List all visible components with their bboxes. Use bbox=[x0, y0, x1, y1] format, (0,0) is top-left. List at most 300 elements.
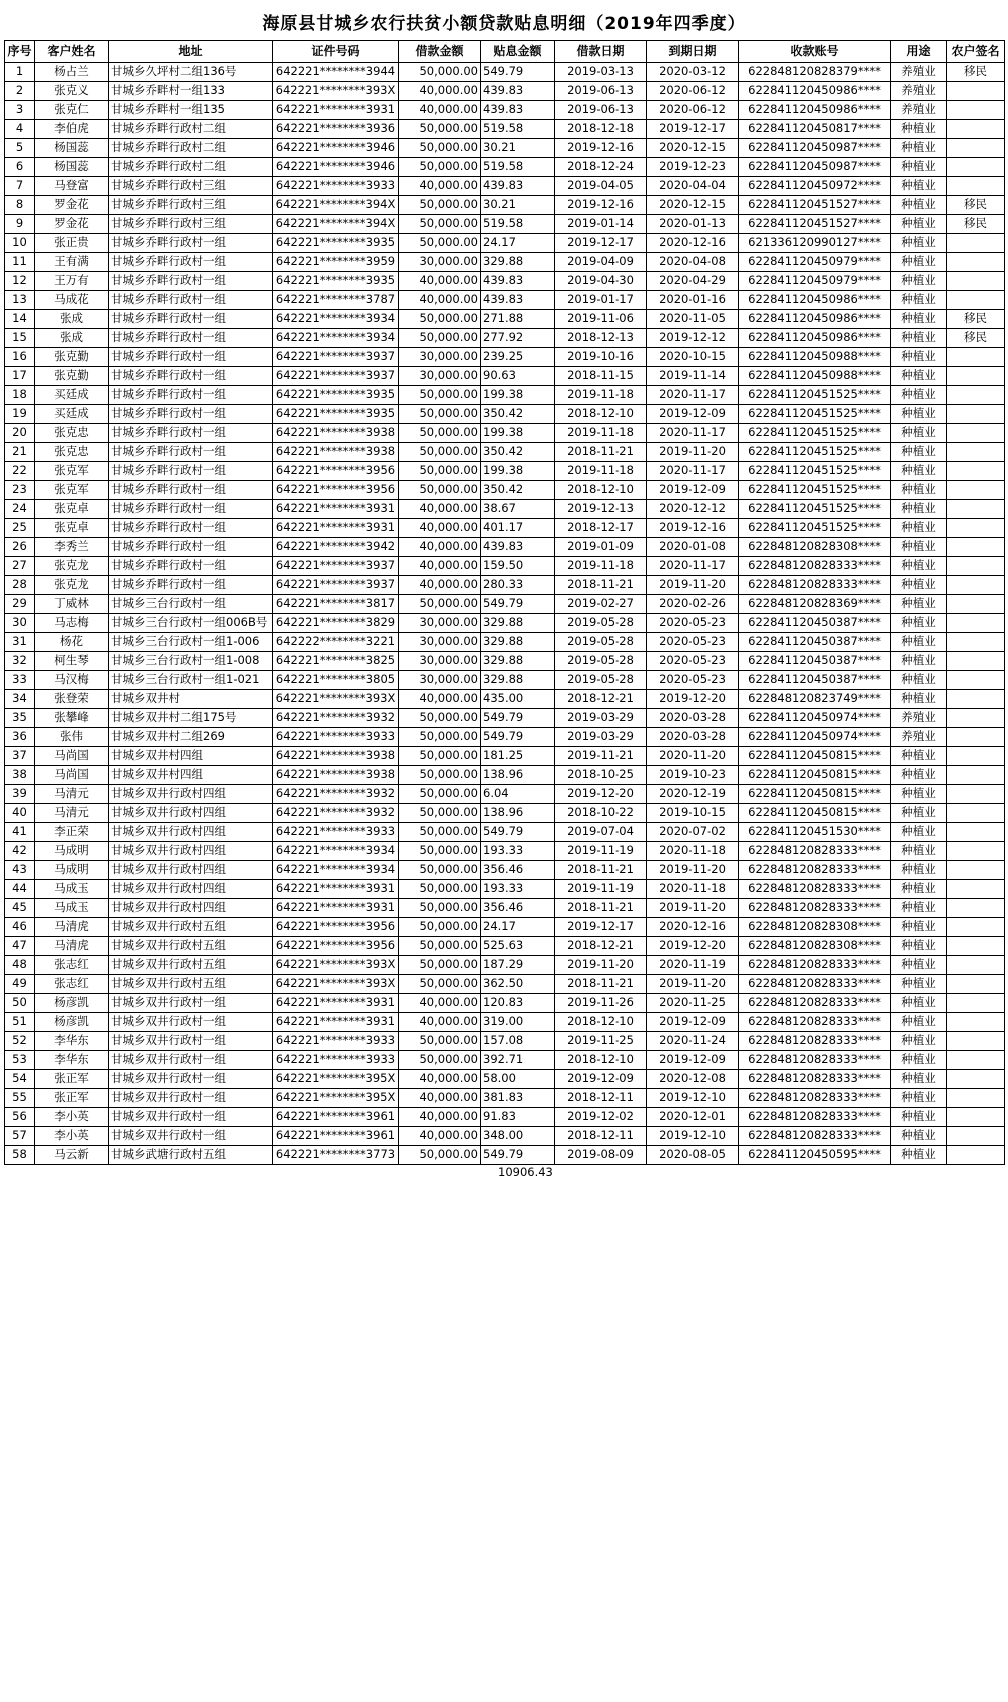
table-row bbox=[5, 728, 1005, 747]
cell-purpose: 种植业 bbox=[891, 1108, 947, 1127]
cell-loan-amount: 30,000.00 bbox=[399, 253, 481, 272]
cell-address: 甘城乡乔畔行政村一组 bbox=[109, 329, 273, 348]
cell-loan-amount: 50,000.00 bbox=[399, 785, 481, 804]
cell-account: 622848120828333**** bbox=[739, 994, 891, 1013]
cell-loan-amount: 40,000.00 bbox=[399, 1070, 481, 1089]
cell-index: 46 bbox=[5, 918, 35, 937]
cell-id-number: 642222********3221 bbox=[273, 633, 399, 652]
cell-name: 丁威林 bbox=[35, 595, 109, 614]
cell-due-date: 2020-11-17 bbox=[647, 557, 739, 576]
table-row bbox=[5, 424, 1005, 443]
cell-due-date: 2020-08-05 bbox=[647, 1146, 739, 1165]
cell-due-date: 2019-12-09 bbox=[647, 405, 739, 424]
cell-index: 47 bbox=[5, 937, 35, 956]
cell-index: 32 bbox=[5, 652, 35, 671]
cell-name: 李伯虎 bbox=[35, 120, 109, 139]
cell-id-number: 642221********3956 bbox=[273, 481, 399, 500]
cell-name: 杨国蕊 bbox=[35, 158, 109, 177]
cell-index: 26 bbox=[5, 538, 35, 557]
cell-loan-amount: 50,000.00 bbox=[399, 63, 481, 82]
cell-loan-amount: 50,000.00 bbox=[399, 918, 481, 937]
table-row bbox=[5, 709, 1005, 728]
cell-account: 622841120450815**** bbox=[739, 766, 891, 785]
cell-id-number: 642221********3942 bbox=[273, 538, 399, 557]
cell-purpose: 种植业 bbox=[891, 823, 947, 842]
cell-id-number: 642221********394X bbox=[273, 196, 399, 215]
cell-loan-amount: 50,000.00 bbox=[399, 747, 481, 766]
cell-signature bbox=[947, 1013, 1005, 1032]
cell-index: 38 bbox=[5, 766, 35, 785]
table-row bbox=[5, 576, 1005, 595]
cell-due-date: 2019-10-15 bbox=[647, 804, 739, 823]
cell-subsidy-amount: 350.42 bbox=[481, 481, 555, 500]
cell-purpose: 种植业 bbox=[891, 937, 947, 956]
cell-id-number: 642221********3931 bbox=[273, 519, 399, 538]
cell-loan-date: 2018-11-21 bbox=[555, 576, 647, 595]
cell-subsidy-amount: 277.92 bbox=[481, 329, 555, 348]
cell-loan-date: 2019-03-29 bbox=[555, 709, 647, 728]
cell-signature: 移民 bbox=[947, 329, 1005, 348]
cell-subsidy-amount: 356.46 bbox=[481, 899, 555, 918]
cell-due-date: 2019-11-20 bbox=[647, 975, 739, 994]
cell-loan-date: 2018-12-10 bbox=[555, 405, 647, 424]
cell-index: 20 bbox=[5, 424, 35, 443]
cell-name: 张正贵 bbox=[35, 234, 109, 253]
cell-name: 马尚国 bbox=[35, 766, 109, 785]
cell-loan-amount: 50,000.00 bbox=[399, 234, 481, 253]
cell-signature bbox=[947, 367, 1005, 386]
cell-address: 甘城乡双井行政村一组 bbox=[109, 994, 273, 1013]
cell-id-number: 642221********3956 bbox=[273, 937, 399, 956]
cell-address: 甘城乡双井行政村一组 bbox=[109, 1070, 273, 1089]
cell-index: 51 bbox=[5, 1013, 35, 1032]
cell-account: 622841120451525**** bbox=[739, 462, 891, 481]
cell-purpose: 种植业 bbox=[891, 443, 947, 462]
cell-signature bbox=[947, 899, 1005, 918]
cell-address: 甘城乡乔畔行政村一组 bbox=[109, 405, 273, 424]
cell-name: 马成玉 bbox=[35, 880, 109, 899]
cell-index: 18 bbox=[5, 386, 35, 405]
cell-account: 622848120828333**** bbox=[739, 861, 891, 880]
cell-id-number: 642221********3933 bbox=[273, 823, 399, 842]
cell-purpose: 种植业 bbox=[891, 899, 947, 918]
cell-address: 甘城乡三台行政村一组 bbox=[109, 595, 273, 614]
cell-address: 甘城乡乔畔村一组135 bbox=[109, 101, 273, 120]
cell-purpose: 种植业 bbox=[891, 804, 947, 823]
table-row bbox=[5, 614, 1005, 633]
cell-name: 杨彦凯 bbox=[35, 994, 109, 1013]
cell-id-number: 642221********3946 bbox=[273, 139, 399, 158]
table-row bbox=[5, 291, 1005, 310]
cell-subsidy-amount: 90.63 bbox=[481, 367, 555, 386]
cell-loan-amount: 40,000.00 bbox=[399, 576, 481, 595]
cell-address: 甘城乡乔畔行政村一组 bbox=[109, 367, 273, 386]
table-row bbox=[5, 1013, 1005, 1032]
cell-due-date: 2019-12-09 bbox=[647, 481, 739, 500]
cell-signature bbox=[947, 652, 1005, 671]
cell-name: 李华东 bbox=[35, 1051, 109, 1070]
cell-loan-amount: 50,000.00 bbox=[399, 1032, 481, 1051]
cell-account: 622841120450987**** bbox=[739, 158, 891, 177]
cell-index: 34 bbox=[5, 690, 35, 709]
cell-account: 622848120828333**** bbox=[739, 1127, 891, 1146]
table-row bbox=[5, 443, 1005, 462]
cell-account: 622848120828333**** bbox=[739, 1089, 891, 1108]
cell-loan-date: 2019-03-29 bbox=[555, 728, 647, 747]
cell-account: 621336120990127**** bbox=[739, 234, 891, 253]
cell-subsidy-amount: 199.38 bbox=[481, 386, 555, 405]
cell-name: 张成 bbox=[35, 329, 109, 348]
cell-address: 甘城乡双井行政村一组 bbox=[109, 1051, 273, 1070]
cell-due-date: 2020-01-13 bbox=[647, 215, 739, 234]
column-header-id-number: 证件号码 bbox=[273, 41, 399, 63]
cell-subsidy-amount: 549.79 bbox=[481, 595, 555, 614]
cell-purpose: 种植业 bbox=[891, 557, 947, 576]
cell-index: 22 bbox=[5, 462, 35, 481]
cell-address: 甘城乡乔畔行政村一组 bbox=[109, 291, 273, 310]
cell-subsidy-amount: 549.79 bbox=[481, 728, 555, 747]
cell-due-date: 2020-03-28 bbox=[647, 709, 739, 728]
cell-loan-date: 2019-12-02 bbox=[555, 1108, 647, 1127]
cell-id-number: 642221********394X bbox=[273, 215, 399, 234]
cell-account: 622841120450972**** bbox=[739, 177, 891, 196]
cell-loan-amount: 40,000.00 bbox=[399, 500, 481, 519]
cell-purpose: 养殖业 bbox=[891, 728, 947, 747]
cell-id-number: 642221********3931 bbox=[273, 880, 399, 899]
cell-due-date: 2019-12-16 bbox=[647, 519, 739, 538]
cell-account: 622848120828333**** bbox=[739, 557, 891, 576]
cell-loan-amount: 40,000.00 bbox=[399, 557, 481, 576]
cell-due-date: 2020-12-16 bbox=[647, 234, 739, 253]
cell-subsidy-amount: 439.83 bbox=[481, 177, 555, 196]
cell-loan-date: 2019-02-27 bbox=[555, 595, 647, 614]
cell-account: 622841120450815**** bbox=[739, 785, 891, 804]
table-header-row bbox=[5, 41, 1005, 63]
cell-name: 马成玉 bbox=[35, 899, 109, 918]
table-row bbox=[5, 481, 1005, 500]
cell-id-number: 642221********3817 bbox=[273, 595, 399, 614]
cell-address: 甘城乡乔畔行政村一组 bbox=[109, 272, 273, 291]
cell-due-date: 2020-12-01 bbox=[647, 1108, 739, 1127]
cell-id-number: 642221********395X bbox=[273, 1089, 399, 1108]
cell-id-number: 642221********3931 bbox=[273, 994, 399, 1013]
cell-index: 6 bbox=[5, 158, 35, 177]
cell-due-date: 2019-12-09 bbox=[647, 1013, 739, 1032]
cell-index: 37 bbox=[5, 747, 35, 766]
cell-subsidy-amount: 319.00 bbox=[481, 1013, 555, 1032]
cell-loan-amount: 50,000.00 bbox=[399, 443, 481, 462]
cell-account: 622841120451525**** bbox=[739, 500, 891, 519]
cell-loan-date: 2019-01-17 bbox=[555, 291, 647, 310]
cell-purpose: 种植业 bbox=[891, 215, 947, 234]
cell-address: 甘城乡双井行政村四组 bbox=[109, 804, 273, 823]
column-header-subsidy-amount: 贴息金额 bbox=[481, 41, 555, 63]
cell-subsidy-amount: 138.96 bbox=[481, 766, 555, 785]
cell-subsidy-amount: 58.00 bbox=[481, 1070, 555, 1089]
cell-loan-amount: 50,000.00 bbox=[399, 861, 481, 880]
cell-purpose: 种植业 bbox=[891, 1127, 947, 1146]
cell-address: 甘城乡双井行政村四组 bbox=[109, 861, 273, 880]
cell-signature bbox=[947, 633, 1005, 652]
cell-loan-amount: 50,000.00 bbox=[399, 899, 481, 918]
cell-name: 张伟 bbox=[35, 728, 109, 747]
cell-account: 622841120450979**** bbox=[739, 253, 891, 272]
cell-index: 58 bbox=[5, 1146, 35, 1165]
cell-account: 622841120451527**** bbox=[739, 196, 891, 215]
cell-name: 马清元 bbox=[35, 785, 109, 804]
cell-id-number: 642221********393X bbox=[273, 956, 399, 975]
cell-purpose: 种植业 bbox=[891, 1013, 947, 1032]
cell-loan-date: 2019-05-28 bbox=[555, 671, 647, 690]
table-row bbox=[5, 196, 1005, 215]
column-header-loan-date: 借款日期 bbox=[555, 41, 647, 63]
cell-account: 622841120450988**** bbox=[739, 348, 891, 367]
cell-account: 622841120450986**** bbox=[739, 310, 891, 329]
cell-due-date: 2020-12-15 bbox=[647, 196, 739, 215]
cell-purpose: 种植业 bbox=[891, 196, 947, 215]
cell-index: 43 bbox=[5, 861, 35, 880]
cell-index: 40 bbox=[5, 804, 35, 823]
cell-account: 622841120450817**** bbox=[739, 120, 891, 139]
cell-address: 甘城乡双井村四组 bbox=[109, 766, 273, 785]
cell-id-number: 642221********393X bbox=[273, 690, 399, 709]
cell-subsidy-amount: 271.88 bbox=[481, 310, 555, 329]
table-row bbox=[5, 652, 1005, 671]
cell-loan-amount: 50,000.00 bbox=[399, 1051, 481, 1070]
cell-due-date: 2019-10-23 bbox=[647, 766, 739, 785]
cell-account: 622848120828333**** bbox=[739, 576, 891, 595]
cell-signature bbox=[947, 519, 1005, 538]
cell-signature: 移民 bbox=[947, 196, 1005, 215]
cell-signature bbox=[947, 139, 1005, 158]
cell-purpose: 种植业 bbox=[891, 842, 947, 861]
cell-loan-amount: 30,000.00 bbox=[399, 633, 481, 652]
cell-id-number: 642221********3956 bbox=[273, 462, 399, 481]
cell-signature bbox=[947, 690, 1005, 709]
cell-address: 甘城乡乔畔行政村一组 bbox=[109, 557, 273, 576]
cell-purpose: 种植业 bbox=[891, 310, 947, 329]
cell-subsidy-amount: 329.88 bbox=[481, 614, 555, 633]
table-row bbox=[5, 671, 1005, 690]
cell-purpose: 种植业 bbox=[891, 500, 947, 519]
table-row bbox=[5, 1032, 1005, 1051]
cell-id-number: 642221********3961 bbox=[273, 1127, 399, 1146]
cell-id-number: 642221********3932 bbox=[273, 804, 399, 823]
cell-signature bbox=[947, 1127, 1005, 1146]
cell-name: 王有满 bbox=[35, 253, 109, 272]
cell-address: 甘城乡乔畔行政村一组 bbox=[109, 386, 273, 405]
cell-index: 8 bbox=[5, 196, 35, 215]
cell-signature: 移民 bbox=[947, 310, 1005, 329]
cell-loan-amount: 50,000.00 bbox=[399, 215, 481, 234]
cell-address: 甘城乡双井行政村四组 bbox=[109, 842, 273, 861]
cell-purpose: 种植业 bbox=[891, 538, 947, 557]
cell-name: 王万有 bbox=[35, 272, 109, 291]
cell-loan-date: 2018-12-11 bbox=[555, 1089, 647, 1108]
cell-index: 11 bbox=[5, 253, 35, 272]
cell-name: 马登富 bbox=[35, 177, 109, 196]
cell-address: 甘城乡双井行政村一组 bbox=[109, 1013, 273, 1032]
cell-loan-date: 2019-12-17 bbox=[555, 234, 647, 253]
cell-signature bbox=[947, 766, 1005, 785]
cell-id-number: 642221********3956 bbox=[273, 918, 399, 937]
cell-name: 杨国蕊 bbox=[35, 139, 109, 158]
cell-address: 甘城乡三台行政村一组1-021 bbox=[109, 671, 273, 690]
cell-address: 甘城乡乔畔行政村一组 bbox=[109, 538, 273, 557]
cell-account: 622848120828333**** bbox=[739, 842, 891, 861]
cell-signature bbox=[947, 994, 1005, 1013]
cell-name: 罗金花 bbox=[35, 215, 109, 234]
cell-purpose: 种植业 bbox=[891, 272, 947, 291]
cell-address: 甘城乡双井行政村一组 bbox=[109, 1089, 273, 1108]
cell-id-number: 642221********3934 bbox=[273, 842, 399, 861]
cell-id-number: 642221********3935 bbox=[273, 405, 399, 424]
cell-index: 19 bbox=[5, 405, 35, 424]
cell-purpose: 种植业 bbox=[891, 234, 947, 253]
column-header-account: 收款账号 bbox=[739, 41, 891, 63]
table-row bbox=[5, 956, 1005, 975]
cell-loan-amount: 50,000.00 bbox=[399, 804, 481, 823]
cell-account: 622841120450387**** bbox=[739, 614, 891, 633]
cell-address: 甘城乡双井村四组 bbox=[109, 747, 273, 766]
cell-loan-date: 2019-11-20 bbox=[555, 956, 647, 975]
table-row bbox=[5, 139, 1005, 158]
table-row bbox=[5, 253, 1005, 272]
cell-id-number: 642221********3937 bbox=[273, 367, 399, 386]
cell-address: 甘城乡双井行政村一组 bbox=[109, 1127, 273, 1146]
cell-signature bbox=[947, 557, 1005, 576]
cell-account: 622848120828333**** bbox=[739, 880, 891, 899]
cell-index: 21 bbox=[5, 443, 35, 462]
cell-signature bbox=[947, 82, 1005, 101]
cell-purpose: 种植业 bbox=[891, 1089, 947, 1108]
cell-purpose: 种植业 bbox=[891, 1051, 947, 1070]
cell-signature bbox=[947, 1089, 1005, 1108]
cell-subsidy-amount: 157.08 bbox=[481, 1032, 555, 1051]
cell-purpose: 种植业 bbox=[891, 1032, 947, 1051]
cell-id-number: 642221********3933 bbox=[273, 1051, 399, 1070]
cell-id-number: 642221********3805 bbox=[273, 671, 399, 690]
cell-subsidy-amount: 392.71 bbox=[481, 1051, 555, 1070]
cell-account: 622841120450986**** bbox=[739, 291, 891, 310]
cell-subsidy-amount: 24.17 bbox=[481, 234, 555, 253]
cell-account: 622841120450987**** bbox=[739, 139, 891, 158]
cell-address: 甘城乡双井村二组269 bbox=[109, 728, 273, 747]
cell-index: 10 bbox=[5, 234, 35, 253]
cell-purpose: 种植业 bbox=[891, 253, 947, 272]
cell-id-number: 642221********3959 bbox=[273, 253, 399, 272]
cell-due-date: 2020-12-19 bbox=[647, 785, 739, 804]
cell-account: 622848120828308**** bbox=[739, 538, 891, 557]
cell-name: 马成花 bbox=[35, 291, 109, 310]
cell-name: 杨花 bbox=[35, 633, 109, 652]
table-row bbox=[5, 158, 1005, 177]
cell-loan-amount: 50,000.00 bbox=[399, 139, 481, 158]
cell-index: 3 bbox=[5, 101, 35, 120]
cell-subsidy-amount: 329.88 bbox=[481, 652, 555, 671]
cell-id-number: 642221********3934 bbox=[273, 310, 399, 329]
cell-purpose: 养殖业 bbox=[891, 101, 947, 120]
table-row bbox=[5, 918, 1005, 937]
cell-id-number: 642221********393X bbox=[273, 975, 399, 994]
cell-id-number: 642221********3933 bbox=[273, 1032, 399, 1051]
cell-loan-amount: 50,000.00 bbox=[399, 880, 481, 899]
cell-index: 13 bbox=[5, 291, 35, 310]
cell-id-number: 642221********3937 bbox=[273, 576, 399, 595]
cell-subsidy-amount: 329.88 bbox=[481, 671, 555, 690]
table-row bbox=[5, 386, 1005, 405]
cell-due-date: 2020-04-08 bbox=[647, 253, 739, 272]
table-row bbox=[5, 1089, 1005, 1108]
cell-id-number: 642221********3938 bbox=[273, 747, 399, 766]
cell-due-date: 2020-11-17 bbox=[647, 462, 739, 481]
cell-id-number: 642221********3938 bbox=[273, 443, 399, 462]
cell-due-date: 2020-11-25 bbox=[647, 994, 739, 1013]
cell-account: 622841120450986**** bbox=[739, 101, 891, 120]
cell-signature bbox=[947, 880, 1005, 899]
cell-index: 56 bbox=[5, 1108, 35, 1127]
table-row bbox=[5, 234, 1005, 253]
cell-account: 622841120450387**** bbox=[739, 671, 891, 690]
cell-address: 甘城乡双井行政村五组 bbox=[109, 937, 273, 956]
cell-name: 马汉梅 bbox=[35, 671, 109, 690]
cell-address: 甘城乡双井行政村五组 bbox=[109, 956, 273, 975]
cell-loan-amount: 30,000.00 bbox=[399, 614, 481, 633]
cell-account: 622848120828333**** bbox=[739, 1051, 891, 1070]
cell-loan-date: 2019-12-17 bbox=[555, 918, 647, 937]
cell-account: 622848120828333**** bbox=[739, 1013, 891, 1032]
table-row bbox=[5, 595, 1005, 614]
cell-name: 张克义 bbox=[35, 82, 109, 101]
cell-address: 甘城乡双井行政村四组 bbox=[109, 899, 273, 918]
cell-signature bbox=[947, 500, 1005, 519]
table-row bbox=[5, 462, 1005, 481]
cell-id-number: 642221********3935 bbox=[273, 386, 399, 405]
cell-name: 张克勤 bbox=[35, 348, 109, 367]
cell-signature bbox=[947, 462, 1005, 481]
cell-loan-amount: 30,000.00 bbox=[399, 652, 481, 671]
cell-subsidy-amount: 199.38 bbox=[481, 424, 555, 443]
cell-due-date: 2020-01-16 bbox=[647, 291, 739, 310]
cell-index: 42 bbox=[5, 842, 35, 861]
cell-account: 622841120451525**** bbox=[739, 519, 891, 538]
cell-loan-date: 2018-12-10 bbox=[555, 481, 647, 500]
table-body bbox=[5, 63, 1005, 1165]
cell-subsidy-amount: 439.83 bbox=[481, 82, 555, 101]
cell-name: 张克龙 bbox=[35, 576, 109, 595]
cell-purpose: 种植业 bbox=[891, 690, 947, 709]
cell-signature bbox=[947, 1070, 1005, 1089]
cell-purpose: 种植业 bbox=[891, 956, 947, 975]
cell-signature bbox=[947, 443, 1005, 462]
cell-signature bbox=[947, 595, 1005, 614]
cell-signature bbox=[947, 823, 1005, 842]
cell-account: 622841120450979**** bbox=[739, 272, 891, 291]
cell-id-number: 642221********3946 bbox=[273, 158, 399, 177]
column-header-index: 序号 bbox=[5, 41, 35, 63]
cell-loan-date: 2019-01-09 bbox=[555, 538, 647, 557]
cell-due-date: 2020-12-12 bbox=[647, 500, 739, 519]
cell-loan-amount: 50,000.00 bbox=[399, 310, 481, 329]
cell-due-date: 2020-10-15 bbox=[647, 348, 739, 367]
cell-purpose: 种植业 bbox=[891, 994, 947, 1013]
total-row bbox=[4, 1165, 1004, 1183]
cell-signature bbox=[947, 842, 1005, 861]
cell-address: 甘城乡乔畔行政村一组 bbox=[109, 348, 273, 367]
table-row bbox=[5, 500, 1005, 519]
cell-loan-date: 2019-11-06 bbox=[555, 310, 647, 329]
cell-purpose: 种植业 bbox=[891, 1146, 947, 1165]
